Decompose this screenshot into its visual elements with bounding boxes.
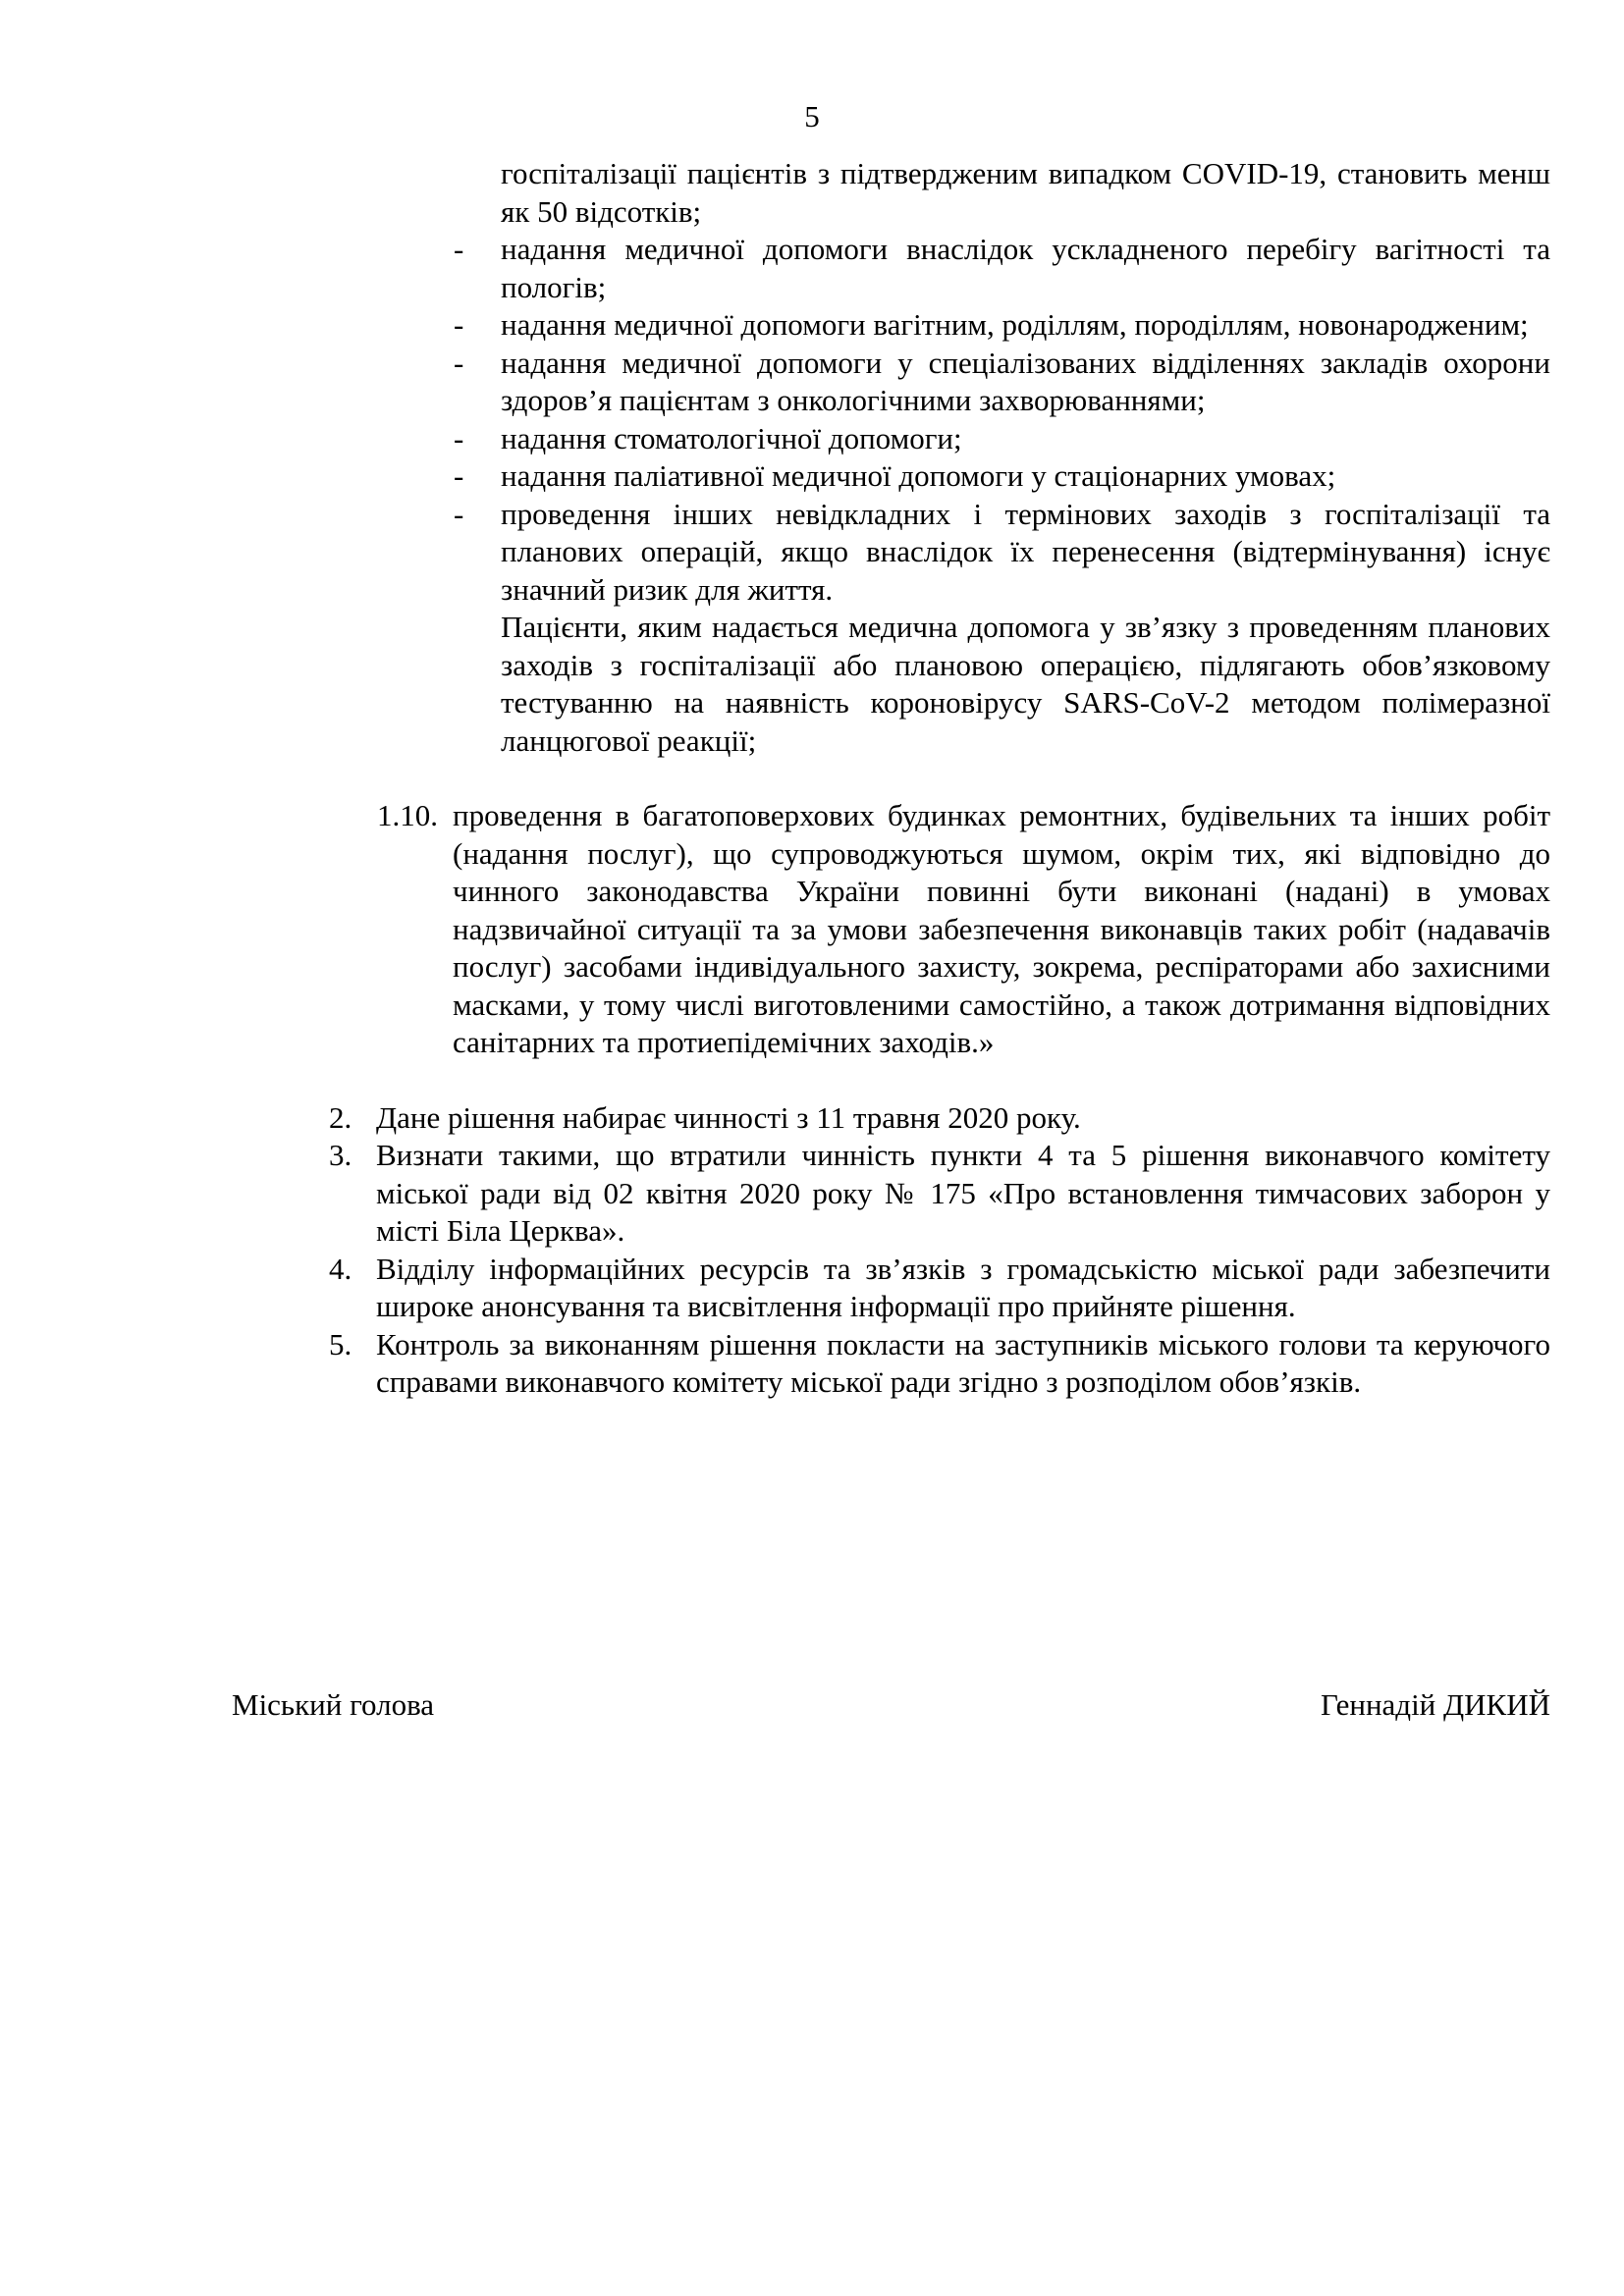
bullet-item	[454, 306, 1550, 345]
patients-testing-paragraph: Пацієнти, яким надається медична допомога у зв’язку з проведенням планових заходів з госпіталізації або плановою операцією, підлягають обов’язковому тестуванню на наявність короновірусу SARS-CoV-2 методом полімеразної ланцюгової реакції;	[501, 610, 1550, 758]
continuation-paragraph: госпіталізації пацієнтів з підтвердженим випадком COVID-19, становить менш як 50 відсотків;	[501, 156, 1550, 229]
bullet-list	[0, 231, 1624, 609]
numbered-item	[329, 1251, 1550, 1326]
subitem-text: проведення в багатоповерхових будинках ремонтних, будівельних та інших робіт (надання послуг), що супроводжуються шумом, окрім тих, які відповідно до чинного законодавства України повинні бути виконані (надані) в умовах надзвичайної ситуації та за умови забезпечення виконавців таких робіт (надавачів послуг) засобами індивідуального захисту, зокрема, респіраторами або захисними масками, у тому числі виготовленими самостійно, а також дотримання відповідних санітарних та протиепідемічних заходів.»	[453, 798, 1550, 1059]
signatory-title: Міський голова	[232, 1687, 435, 1722]
item-number: 2.	[329, 1099, 352, 1135]
bullet-text: надання стоматологічної допомоги;	[501, 420, 962, 455]
bullet-text: надання медичної допомоги внаслідок ускладненого перебігу вагітності та пологів;	[501, 232, 1550, 304]
bullet-text: надання медичної допомоги у спеціалізованих відділеннях закладів охорони здоров’я пацієнтам з онкологічними захворюваннями;	[501, 345, 1550, 417]
dash-marker: -	[454, 232, 464, 266]
bullet-text: надання медичної допомоги вагітним, роділлям, породіллям, новонародженим;	[501, 307, 1529, 342]
dash-marker: -	[454, 420, 464, 455]
dash-marker: -	[454, 458, 464, 493]
bullet-item	[454, 420, 1550, 458]
bullet-item	[454, 496, 1550, 610]
subitem-number: 1.10.	[377, 798, 438, 832]
item-text: Контроль за виконанням рішення покласти на заступників міського голови та керуючого справами виконавчого комітету міської ради згідно з розподілом обов’язків.	[376, 1326, 1550, 1399]
bullet-item	[454, 457, 1550, 496]
dash-marker: -	[454, 496, 464, 531]
item-text: Відділу інформаційних ресурсів та зв’язків з громадськістю міської ради забезпечити широке анонсування та висвітлення інформації про прийняте рішення.	[376, 1251, 1550, 1323]
numbered-list	[0, 1099, 1624, 1402]
item-number: 3.	[329, 1138, 352, 1172]
numbered-item	[329, 1137, 1550, 1251]
numbered-item	[329, 1326, 1550, 1402]
bullet-item	[454, 231, 1550, 306]
item-text: Визнати такими, що втратили чинність пункти 4 та 5 рішення виконавчого комітету міської ради від 02 квітня 2020 року № 175 «Про встановлення тимчасових заборон у місті Біла Церква».	[376, 1138, 1550, 1248]
page-number: 5	[804, 99, 820, 133]
bullet-item	[454, 345, 1550, 420]
dash-marker: -	[454, 345, 464, 380]
numbered-item	[329, 1099, 1550, 1138]
subitem-1-10	[377, 797, 1550, 1062]
item-text: Дане рішення набирає чинності з 11 травня 2020 року.	[376, 1099, 1081, 1135]
signatory-name: Геннадій ДИКИЙ	[1321, 1687, 1550, 1722]
bullet-text: надання паліативної медичної допомоги у стаціонарних умовах;	[501, 458, 1336, 493]
dash-marker: -	[454, 307, 464, 342]
item-number: 5.	[329, 1326, 352, 1362]
bullet-text: проведення інших невідкладних і термінових заходів з госпіталізації та планових операцій, якщо внаслідок їх перенесення (відтермінування) існує значний ризик для життя.	[501, 496, 1550, 607]
item-number: 4.	[329, 1251, 352, 1286]
document-body	[0, 155, 1624, 1402]
